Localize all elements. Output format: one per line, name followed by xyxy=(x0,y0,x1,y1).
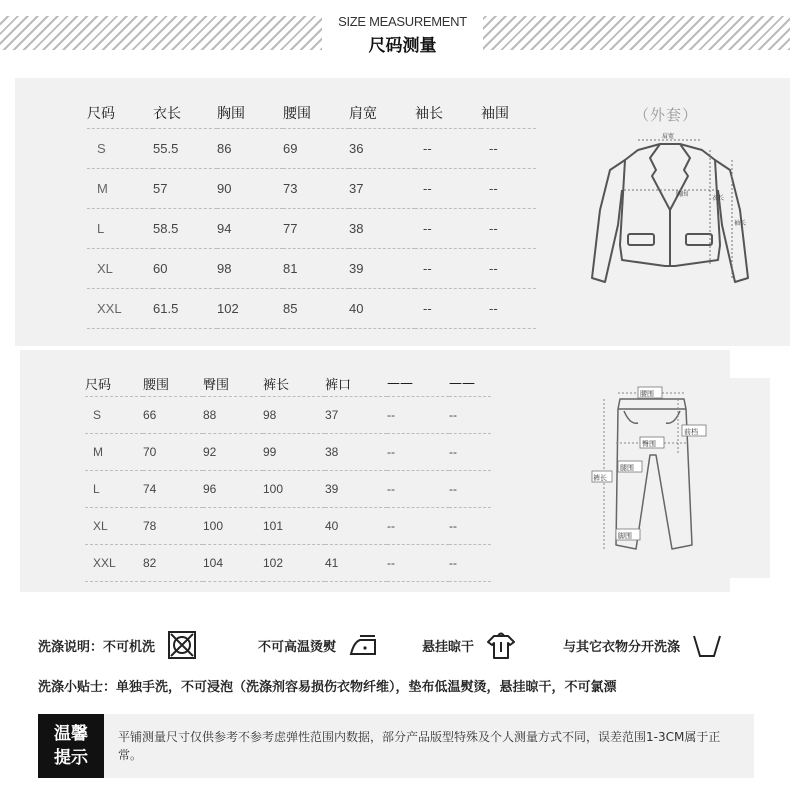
table-cell: 101 xyxy=(263,519,284,533)
table-cell: -- xyxy=(423,261,432,276)
table-cell: XXL xyxy=(97,301,122,316)
table-row xyxy=(87,289,536,329)
table-cell: 102 xyxy=(263,556,284,570)
pants-size-table xyxy=(85,370,491,582)
wash-separately-icon xyxy=(690,628,724,662)
table-cell: -- xyxy=(489,301,498,316)
low-iron-icon xyxy=(346,628,380,662)
table-cell: XXL xyxy=(93,556,116,570)
care-label: 悬挂晾干 xyxy=(422,639,475,655)
table-row xyxy=(85,397,491,434)
diagram-label: 腰围 xyxy=(640,390,654,398)
table-cell: -- xyxy=(489,181,498,196)
notice-text: 平铺测量尺寸仅供参考不参考虑弹性范围内数据，部分产品版型特殊及个人测量方式不同，误差范围1-3CM属于正常。 xyxy=(118,730,721,762)
care-item xyxy=(563,624,724,666)
notice-badge xyxy=(38,714,104,778)
table-cell: 36 xyxy=(349,141,364,156)
no-machine-wash-icon xyxy=(165,628,199,662)
column-header: 裤口 xyxy=(325,377,352,393)
table-cell: S xyxy=(97,141,106,156)
notice-badge-line: 提示 xyxy=(54,748,88,768)
table-cell: -- xyxy=(423,301,432,316)
care-label: 不可高温烫熨 xyxy=(258,639,337,655)
table-cell: -- xyxy=(387,482,395,496)
table-cell: 37 xyxy=(349,181,364,196)
table-cell: -- xyxy=(449,482,457,496)
table-row xyxy=(85,508,491,545)
diagram-label: 脚围 xyxy=(618,532,632,540)
table-cell: M xyxy=(93,445,103,459)
table-cell: 86 xyxy=(217,141,232,156)
table-cell: 100 xyxy=(263,482,284,496)
table-cell: -- xyxy=(387,556,395,570)
care-instructions xyxy=(38,624,778,666)
table-cell: 74 xyxy=(143,482,157,496)
table-cell: L xyxy=(93,482,100,496)
table-cell: -- xyxy=(489,221,498,236)
diagram-label: 裤长 xyxy=(593,474,607,482)
table-cell: L xyxy=(97,221,105,236)
care-tips: 洗涤小贴士：单独手洗，不可浸泡（洗涤剂容易损伤衣物纤维），垫布低温熨烫，悬挂晾干，不可氯漂 xyxy=(38,680,617,695)
hang-dry-icon xyxy=(484,628,518,662)
table-cell: 55.5 xyxy=(153,141,179,156)
table-cell: -- xyxy=(489,261,498,276)
table-cell: XL xyxy=(97,261,113,276)
column-header: 腰围 xyxy=(143,377,170,393)
table-row xyxy=(85,471,491,508)
header-title-en: SIZE MEASUREMENT xyxy=(338,14,467,29)
table-cell: 104 xyxy=(203,556,224,570)
table-cell: 85 xyxy=(283,301,298,316)
table-cell: 61.5 xyxy=(153,301,179,316)
jacket-figure-label: （外套） xyxy=(634,106,699,124)
table-cell: -- xyxy=(449,445,457,459)
column-header: 衣长 xyxy=(153,106,181,122)
table-cell: -- xyxy=(387,408,395,422)
diagram-label: 肩宽 xyxy=(662,133,675,140)
table-cell: 100 xyxy=(203,519,224,533)
header-hatch-left xyxy=(0,16,322,50)
table-row xyxy=(87,129,536,169)
table-cell: -- xyxy=(449,556,457,570)
table-cell: 96 xyxy=(203,482,217,496)
diagram-label: 衣长 xyxy=(712,195,725,202)
table-cell: 99 xyxy=(263,445,277,459)
care-item xyxy=(38,624,199,666)
table-cell: -- xyxy=(449,408,457,422)
table-cell: 39 xyxy=(325,482,339,496)
table-cell: 73 xyxy=(283,181,298,196)
notice-box xyxy=(38,714,754,778)
table-cell: 60 xyxy=(153,261,168,276)
care-label: 与其它衣物分开洗涤 xyxy=(563,639,681,655)
table-cell: 88 xyxy=(203,408,217,422)
care-label: 洗涤说明：不可机洗 xyxy=(38,639,156,655)
table-cell: 58.5 xyxy=(153,221,179,236)
diagram-label: 袖长 xyxy=(734,220,747,227)
table-cell: XL xyxy=(93,519,108,533)
header-hatch-right xyxy=(483,16,790,50)
table-cell: 77 xyxy=(283,221,298,236)
column-header: 尺码 xyxy=(85,377,112,393)
table-cell: 102 xyxy=(217,301,239,316)
column-header: 腰围 xyxy=(283,106,311,122)
table-cell: 66 xyxy=(143,408,157,422)
table-cell: -- xyxy=(387,519,395,533)
table-cell: 57 xyxy=(153,181,168,196)
table-cell: 39 xyxy=(349,261,364,276)
table-cell: 40 xyxy=(349,301,364,316)
table-cell: -- xyxy=(449,519,457,533)
column-header: 肩宽 xyxy=(349,106,377,122)
diagram-label: 胸围 xyxy=(676,191,689,198)
diagram-label: 臀围 xyxy=(642,440,656,448)
column-header: 裤长 xyxy=(263,377,290,393)
table-row xyxy=(87,169,536,209)
diagram-label: 前档 xyxy=(684,428,698,436)
diagram-label: 腿围 xyxy=(620,464,634,472)
table-row xyxy=(87,249,536,289)
table-cell: -- xyxy=(423,181,432,196)
table-cell: 38 xyxy=(325,445,339,459)
table-cell: 94 xyxy=(217,221,232,236)
table-cell: S xyxy=(93,408,102,422)
table-cell: 78 xyxy=(143,519,157,533)
table-cell: -- xyxy=(387,445,395,459)
table-cell: 41 xyxy=(325,556,339,570)
table-cell: 81 xyxy=(283,261,298,276)
header-title-cn: 尺码测量 xyxy=(368,36,437,56)
column-header: —— xyxy=(449,375,475,391)
care-item xyxy=(258,624,380,666)
table-cell: 37 xyxy=(325,408,339,422)
table-cell: 70 xyxy=(143,445,157,459)
jacket-size-table xyxy=(87,98,536,329)
pants-panel-extension xyxy=(730,378,770,578)
table-cell: 38 xyxy=(349,221,364,236)
column-header: —— xyxy=(387,375,413,391)
table-cell: 92 xyxy=(203,445,217,459)
table-cell: -- xyxy=(489,141,498,156)
table-cell: 98 xyxy=(217,261,232,276)
table-cell: M xyxy=(97,181,108,196)
table-cell: 40 xyxy=(325,519,339,533)
table-row xyxy=(85,434,491,471)
table-cell: 98 xyxy=(263,408,277,422)
care-item xyxy=(422,624,518,666)
table-header-row xyxy=(87,98,536,129)
header-title xyxy=(322,14,483,56)
notice-badge-line: 温馨 xyxy=(54,724,88,744)
table-cell: -- xyxy=(423,221,432,236)
jacket-diagram xyxy=(580,130,760,290)
column-header: 胸围 xyxy=(217,106,245,122)
table-header-row xyxy=(85,370,491,397)
column-header: 尺码 xyxy=(87,106,115,122)
column-header: 臀围 xyxy=(203,377,230,393)
column-header: 袖围 xyxy=(481,106,509,122)
table-row xyxy=(85,545,491,582)
table-cell: 82 xyxy=(143,556,157,570)
pants-diagram xyxy=(580,385,710,565)
table-cell: 69 xyxy=(283,141,298,156)
table-cell: 90 xyxy=(217,181,232,196)
column-header: 袖长 xyxy=(415,106,443,122)
table-row xyxy=(87,209,536,249)
table-cell: -- xyxy=(423,141,432,156)
